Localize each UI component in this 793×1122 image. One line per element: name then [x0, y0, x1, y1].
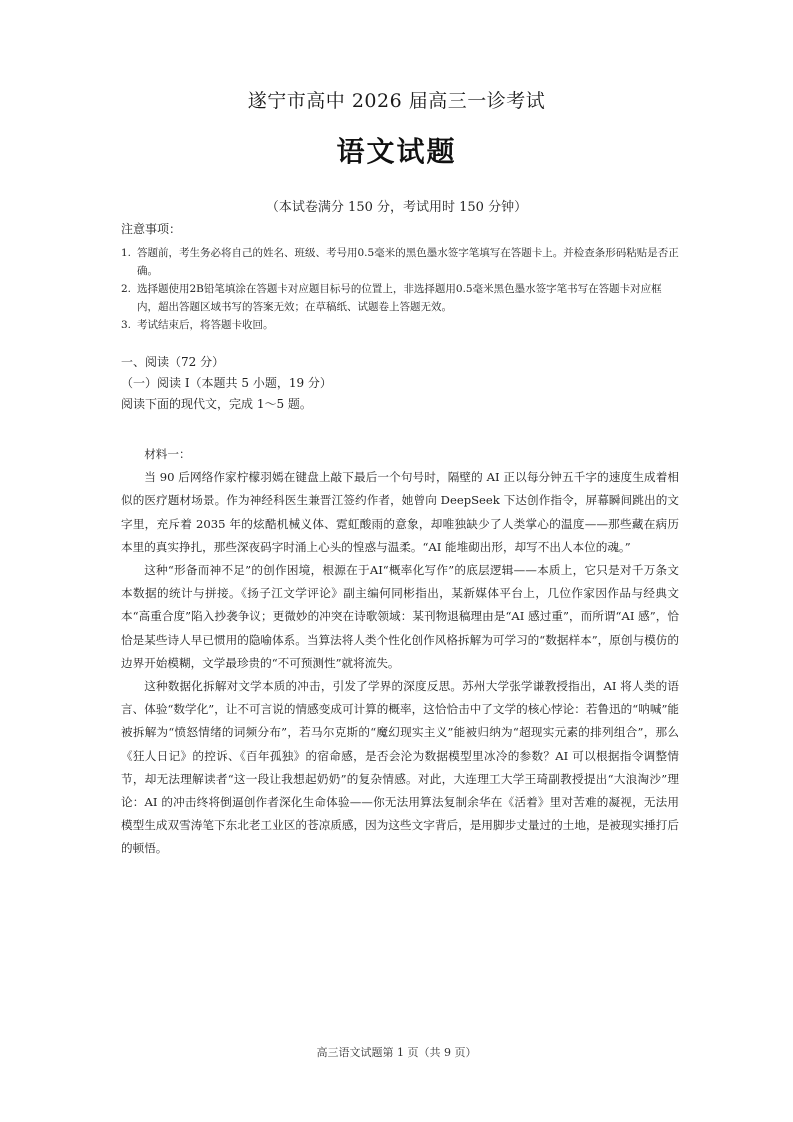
notice-item-text: 选择题使用2B铅笔填涂在答题卡对应题目标号的位置上，非选择题用0.5毫米黑色墨水签字笔书写在答题卡对应框内，超出答题区域书写的答案无效；在草稿纸、试题卷上答题无效。 — [137, 283, 662, 313]
reading-instruction: 阅读下面的现代文，完成 1～5 题。 — [121, 397, 312, 411]
subpart-heading: （一）阅读 I（本题共 5 小题，19 分） — [121, 376, 332, 390]
notice-item — [121, 244, 681, 280]
notice-item-number: 2. — [121, 283, 132, 295]
exam-info: （本试卷满分 150 分，考试用时 150 分钟） — [265, 200, 528, 215]
passage-paragraph: 这种数据化拆解对文学本质的冲击，引发了学界的深度反思。苏州大学张学谦教授指出，AI 将人类的语言、体验“数学化”，让不可言说的情感变成可计算的概率，这恰恰击中了文学的核心悖论：若鲁迅的“呐喊”能被拆解为“愤怒情绪的词频分布”，若马尔克斯的“魔幻现实主义”能被归纳为“超现实元素的排列组合”，那么《狂人日记》的控诉、《百年孤独》的宿命感，是否会沦为数据模型里冰冷的参数？AI 可以根据指令调整情节，却无法理解读者“这一段让我想起奶奶”的复杂情感。对此，大连理工大学王琦副教授提出“大浪淘沙”理论：AI 的冲击终将倒逼创作者深化生命体验——你无法用算法复制余华在《活着》里对苦难的凝视，无法用模型生成双雪涛笔下东北老工业区的苍凉质感，因为这些文字背后，是用脚步丈量过的土地，是被现实捶打后的顿悟。 — [121, 679, 679, 856]
exam-title: 遂宁市高中 2026 届高三一诊考试 — [247, 90, 546, 112]
notice-item — [121, 280, 681, 316]
subject-title: 语文试题 — [336, 135, 457, 168]
notice-item-text: 答题前，考生务必将自己的姓名、班级、考号用0.5毫米的黑色墨水签字笔填写在答题卡上。并检查条形码粘贴是否正确。 — [137, 247, 679, 277]
reading-passage — [121, 443, 679, 861]
notice-item-number: 3. — [121, 319, 132, 331]
notice-item-text: 考试结束后，将答题卡收回。 — [137, 319, 274, 331]
passage-paragraph: 这种“形备而神不足”的创作困境，根源在于AI“概率化写作”的底层逻辑——本质上，它只是对千万条文本数据的统计与拼接。《扬子江文学评论》副主编何同彬指出，某新媒体平台上，几位作家因作品与经典文本“高重合度”陷入抄袭争议；更微妙的冲突在诗歌领域：某刊物退稿理由是“AI 感过重”，而所谓“AI 感”，恰恰是某些诗人早已惯用的隐喻体系。当算法将人类个性化创作风格拆解为可学习的“数据样本”，原创与模仿的边界开始模糊，文学最珍贵的“不可预测性”就将流失。 — [121, 563, 679, 670]
page-footer: 高三语文试题第 1 页（共 9 页） — [316, 1046, 477, 1059]
notice-item-number: 1. — [121, 247, 132, 259]
notice-item — [121, 316, 681, 334]
section-headings — [121, 352, 681, 415]
notice-list — [121, 244, 681, 334]
material-label: 材料一： — [144, 447, 191, 461]
part-heading: 一、阅读（72 分） — [121, 355, 225, 369]
notice-heading: 注意事项： — [121, 222, 182, 236]
passage-paragraph: 当 90 后网络作家柠檬羽嫣在键盘上敲下最后一个句号时，隔壁的 AI 正以每分钟五千字的速度生成着相似的医疗题材场景。作为神经科医生兼晋江签约作者，她曾向 DeepSeek 下达创作指令，屏幕瞬间跳出的文字里，充斥着 2035 年的炫酷机械义体、霓虹酸雨的意象，却唯独缺少了人类掌心的温度——那些藏在病历本里的真实挣扎，那些深夜码字时涌上心头的惶惑与温柔。“AI 能堆砌出形，却写不出人本位的魂。” — [121, 470, 679, 554]
